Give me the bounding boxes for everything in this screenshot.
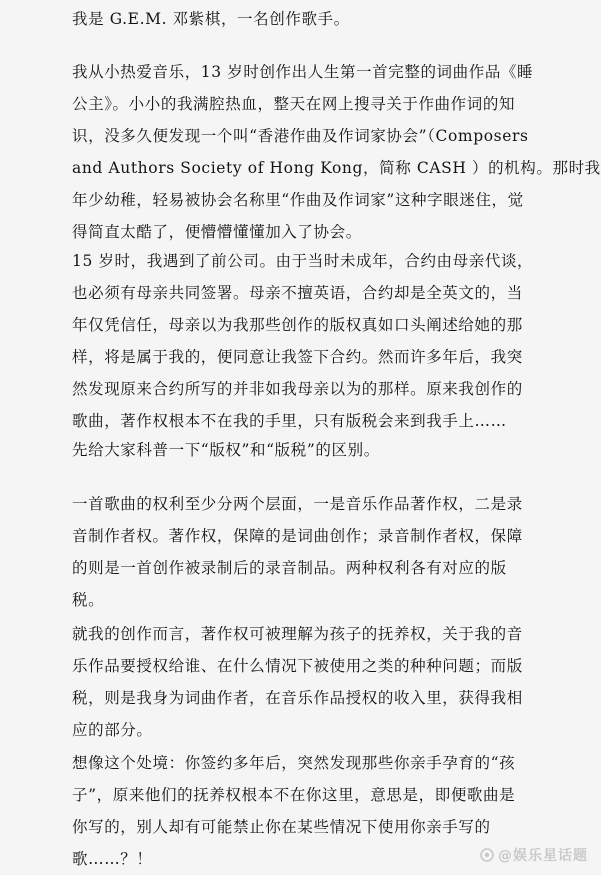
watermark	[480, 845, 588, 865]
text-line: 我是 G.E.M. 邓紫棋，一名创作歌手。	[72, 10, 350, 28]
text-line: 得简直太酷了，便懵懵懂懂加入了协会。	[72, 223, 362, 241]
text-line: and Authors Society of Hong Kong，简称 CASH ）的机构。那时我	[72, 159, 601, 177]
text-line: 就我的创作而言，著作权可被理解为孩子的抚养权，关于我的音	[72, 625, 523, 643]
text-line: 税，则是我身为词曲作者，在音乐作品授权的收入里，获得我相	[72, 689, 523, 707]
watermark-text: @娱乐星话题	[498, 848, 588, 864]
text-line: 想像这个处境：你签约多年后，突然发现那些你亲手孕育的“孩	[72, 754, 516, 772]
text-line: 你写的，别人却有可能禁止你在某些情况下使用你亲手写的	[72, 818, 491, 836]
text-line: 15 岁时，我遇到了前公司。由于当时未成年，合约由母亲代谈，	[72, 252, 534, 270]
paragraph-imagine	[72, 747, 542, 875]
text-line: 的则是一首创作被录制后的录音制品。两种权利各有对应的版	[72, 559, 507, 577]
text-line: 也必须有母亲共同签署。母亲不擅英语，合约却是全英文的，当	[72, 284, 523, 302]
paragraph-rights	[72, 488, 542, 616]
text-line: 公主》。小小的我满腔热血，整天在网上搜寻关于作曲作词的知	[72, 95, 516, 113]
text-line: 一首歌曲的权利至少分两个层面，一是音乐作品著作权，二是录	[72, 495, 523, 513]
paragraph-analogy	[72, 618, 542, 746]
text-line: 年少幼稚，轻易被协会名称里“作曲及作词家”这种字眼迷住，觉	[72, 191, 524, 209]
text-line: 子”，原来他们的抚养权根本不在你这里，意思是，即便歌曲是	[72, 786, 516, 804]
paragraph-contract	[72, 245, 542, 437]
text-line: 歌……？！	[72, 850, 153, 868]
text-line: 我从小热爱音乐，13 岁时创作出人生第一首完整的词曲作品《睡	[72, 63, 534, 81]
text-line: 然发现原来合约所写的并非如我母亲以为的那样。原来我创作的	[72, 380, 523, 398]
text-line: 年仅凭信任，母亲以为我那些创作的版权真如口头阐述给她的那	[72, 316, 523, 334]
text-line: 乐作品要授权给谁、在什么情况下被使用之类的种种问题；而版	[72, 657, 523, 675]
text-line: 先给大家科普一下“版权”和“版税”的区别。	[72, 441, 380, 459]
text-line: 音制作者权。著作权，保障的是词曲创作；录音制作者权，保障	[72, 527, 523, 545]
paragraph-primer	[72, 434, 542, 466]
paragraph-intro	[72, 3, 542, 35]
text-line: 样，将是属于我的，便同意让我签下合约。然而许多年后，我突	[72, 348, 523, 366]
text-line: 歌曲，著作权根本不在我的手里，只有版税会来到我手上……	[72, 412, 507, 430]
text-line: 应的部分。	[72, 721, 153, 739]
watermark-logo-icon	[480, 848, 494, 862]
paragraph-childhood	[72, 56, 601, 248]
text-line: 识，没多久便发现一个叫“香港作曲及作词家协会”（Composers	[72, 127, 529, 145]
text-line: 税。	[72, 591, 105, 609]
